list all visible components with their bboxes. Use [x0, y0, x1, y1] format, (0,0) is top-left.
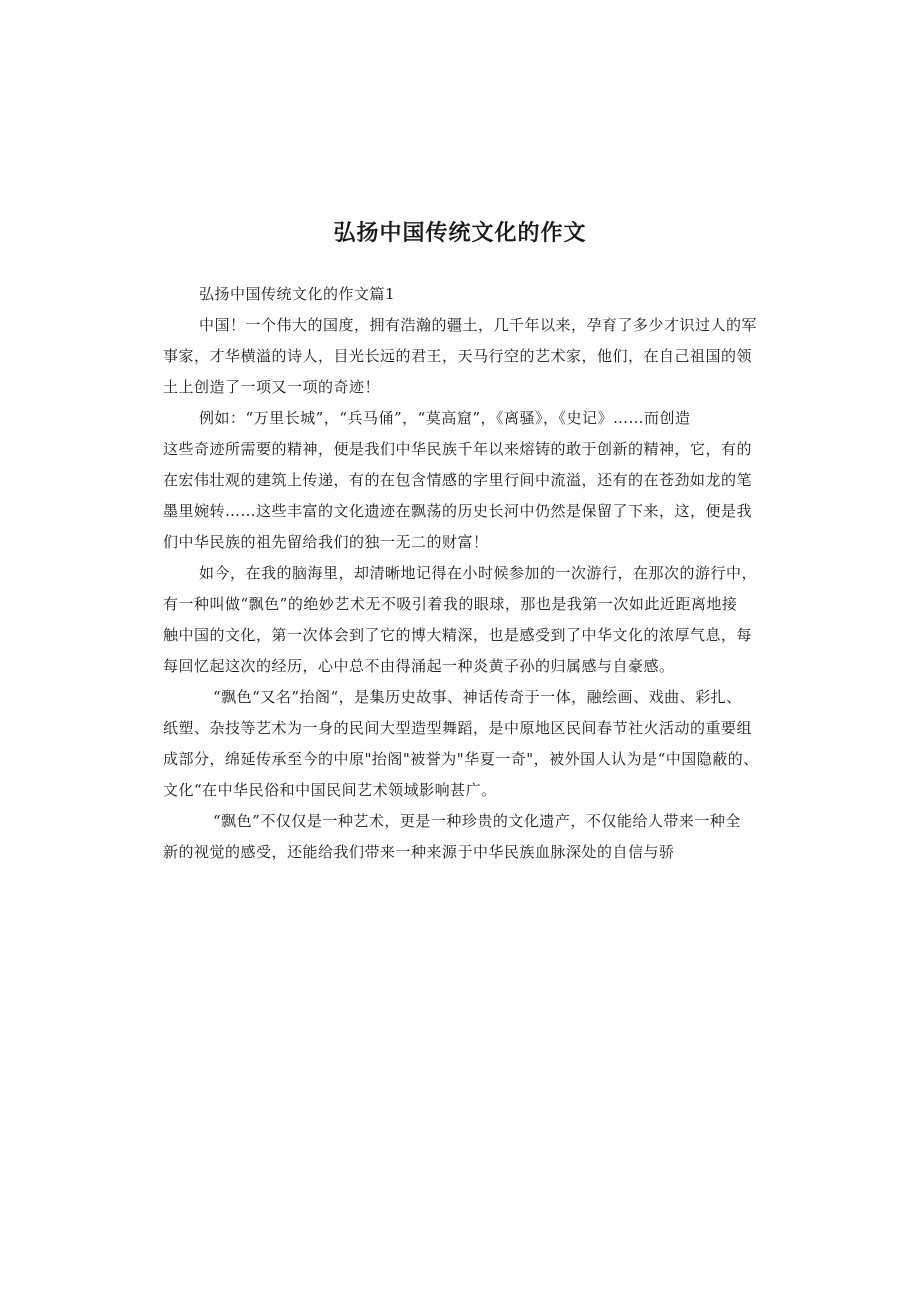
paragraph-line: 纸塑、杂技等艺术为一身的民间大型造型舞蹈，是中原地区民间春节社火活动的重要组: [163, 719, 753, 737]
paragraph-line: 们中华民族的祖先留给我们的独一无二的财富！: [163, 533, 489, 551]
paragraph-line: 事家，才华横溢的诗人，目光长远的君王，天马行空的艺术家，他们，在自己祖国的领: [163, 347, 753, 365]
paragraph-line: 中国！一个伟大的国度，拥有浩瀚的疆土，几千年以来，孕育了多少才识过人的军: [199, 316, 758, 334]
essay-body: [163, 282, 763, 871]
paragraph-line: 土上创造了一项又一项的奇迹！: [163, 378, 381, 396]
paragraph-line: “飘色“又名”抬阁“，是集历史故事、神话传奇于一体，融绘画、戏曲、彩扎、: [213, 688, 742, 706]
paragraph-line: “飘色”不仅仅是一种艺术，更是一种珍贵的文化遗产，不仅能给人带来一种全: [213, 812, 741, 830]
paragraph-line: 墨里婉转……这些丰富的文化遗迹在飘荡的历史长河中仍然是保留了下来，这，便是我: [163, 502, 753, 520]
essay-subtitle: 弘扬中国传统文化的作文篇1: [199, 285, 396, 303]
paragraph-line: 每回忆起这次的经历，心中总不由得涌起一种炎黄子孙的归属感与自豪感。: [163, 657, 675, 675]
paragraph-line: 这些奇迹所需要的精神，便是我们中华民族千年以来熔铸的敢于创新的精神，它，有的: [163, 440, 753, 458]
paragraph-line: 例如：“万里长城”，“兵马俑”，“莫高窟”，《离骚》，《史记》……而创造: [199, 409, 691, 427]
paragraph-line: 文化“在中华民俗和中国民间艺术领域影响甚广。: [163, 781, 497, 799]
paragraph-line: 触中国的文化，第一次体会到了它的博大精深，也是感受到了中华文化的浓厚气息，每: [163, 626, 753, 644]
paragraph-line: 如今，在我的脑海里，却清晰地记得在小时候参加的一次游行，在那次的游行中，: [199, 564, 758, 582]
page-title: 弘扬中国传统文化的作文: [333, 221, 587, 246]
paragraph-line: 新的视觉的感受，还能给我们带来一种来源于中华民族血脉深处的自信与骄: [163, 843, 675, 861]
paragraph-line: 有一种叫做“飘色”的绝妙艺术无不吸引着我的眼球，那也是我第一次如此近距离地接: [163, 595, 738, 613]
paragraph-line: 成部分，绵延传承至今的中原"抬阁"被誉为"华夏一奇"，被外国人认为是“中国隐蔽的、: [163, 750, 759, 768]
paragraph-line: 在宏伟壮观的建筑上传递，有的在包含情感的字里行间中流溢，还有的在苍劲如龙的笔: [163, 471, 753, 489]
